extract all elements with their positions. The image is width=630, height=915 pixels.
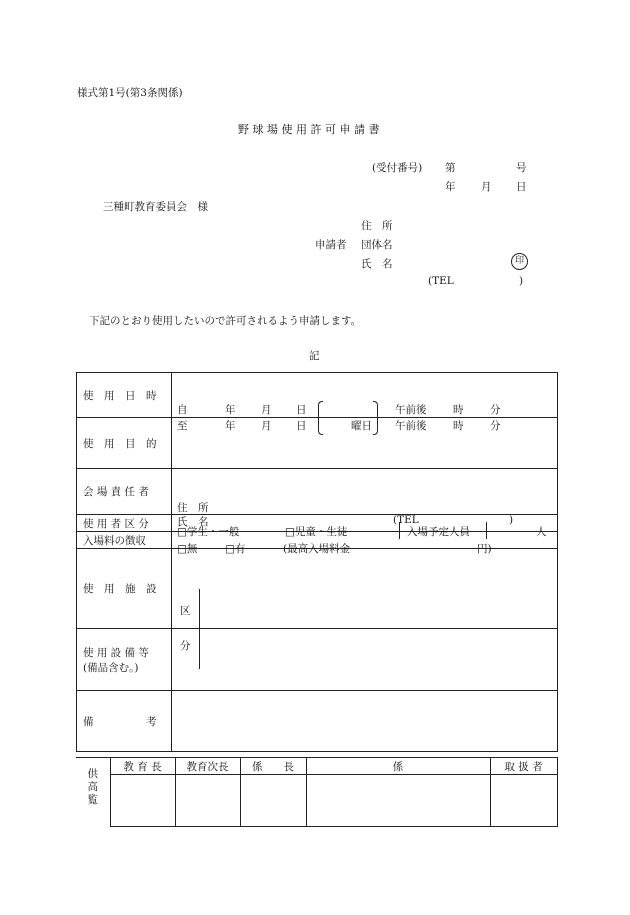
weekday-bracket-right [373,401,378,435]
checkbox-student-general[interactable]: □学生・一般 [177,526,240,538]
column-deputy-superintendent: 教育次長 [175,758,240,775]
weekday-label: 曜日 [351,420,372,432]
from-year: 年 [225,404,236,416]
from-label: 自 [177,404,188,416]
stamp-cell-superintendent[interactable] [110,775,175,827]
facility-subheader [172,589,200,669]
max-fee-label: (最高入場料金 [283,543,351,555]
checkbox-child-pupil[interactable]: □児童・生徒 [285,526,348,538]
row-user-class [77,515,558,532]
applicant-tel-open: (TEL [428,275,454,287]
date-month: 月 [481,181,492,193]
to-label: 至 [177,420,188,432]
purpose-label: 使 用 目 的 [77,418,172,469]
addressee: 三種町教育委員会 様 [103,201,208,213]
stamp-cell-deputy-superintendent[interactable] [175,775,240,827]
equipment-field[interactable] [172,629,558,691]
from-ampm: 午前後 [395,404,427,416]
row-purpose [77,418,558,469]
divider [486,522,487,539]
row-equipment [77,629,558,691]
checkbox-fee-none[interactable]: □無 [177,543,198,555]
document-title: 野 球 場 使 用 許 可 申 請 書 [238,123,380,136]
attendance-label: 入場予定人員 [407,526,470,538]
applicant-tel-close: ) [519,275,524,287]
to-day: 日 [296,420,307,432]
to-minute: 分 [490,420,501,432]
equipment-label-line2: (備品含む。) [83,661,139,674]
row-facility [77,549,558,629]
remarks-label: 備 考 [77,691,172,752]
manager-tel-open: (TEL [393,513,419,526]
column-superintendent: 教 育 長 [110,758,175,775]
row-remarks [77,691,558,752]
applicant-label: 申請者 [315,239,347,251]
approval-stamp-table [76,757,558,827]
from-month: 月 [261,404,272,416]
stamp-cell-staff[interactable] [306,775,490,827]
applicant-name-label: 氏 名 [361,258,393,270]
user-class-label: 使 用 者 区 分 [77,515,172,532]
seal-mark: 印 [511,253,528,270]
column-handler: 取 扱 者 [490,758,557,775]
date-year: 年 [445,181,456,193]
divider [399,522,400,539]
date-day: 日 [516,181,527,193]
facility-ku: 区 [180,604,191,617]
fee-label: 入場料の徴収 [77,532,172,549]
from-hour: 時 [453,404,464,416]
column-section-chief: 係 長 [240,758,306,775]
max-fee-unit: 円) [477,543,492,555]
stamp-cell-section-chief[interactable] [240,775,306,827]
row-usage-datetime [77,373,558,418]
reception-gou: 号 [516,162,527,174]
from-day: 日 [296,404,307,416]
reception-number-label: (受付番号) [372,162,423,174]
usage-datetime-label: 使 用 日 時 [77,373,172,418]
ki-mark: 記 [309,350,320,362]
to-month: 月 [261,420,272,432]
weekday-bracket-left [318,401,323,435]
equipment-label [77,629,172,691]
column-staff: 係 [306,758,490,775]
facility-bun: 分 [180,639,191,652]
attendance-unit: 人 [536,526,547,538]
stamp-cell-handler[interactable] [490,775,557,827]
from-minute: 分 [490,404,501,416]
to-ampm: 午前後 [395,420,427,432]
manager-name-label: 氏 名 [177,515,209,528]
facility-field[interactable] [172,549,558,652]
equipment-label-line1: 使 用 設 備 等 [83,646,149,659]
to-hour: 時 [453,420,464,432]
manager-field[interactable] [172,469,558,528]
to-year: 年 [225,420,236,432]
review-side-label: 供高覧 [87,768,98,806]
row-manager [77,469,558,515]
manager-label: 会 場 責 任 者 [77,469,172,515]
remarks-field[interactable] [172,691,558,752]
manager-tel-close: ) [509,513,514,526]
application-table [76,372,558,752]
form-number: 様式第1号(第3条関係) [77,87,183,99]
manager-address-label: 住 所 [177,501,209,514]
intro-text: 下記のとおり使用したいので許可されるよう申請します。 [89,315,362,327]
applicant-org-label: 団体名 [361,239,393,251]
usage-datetime-field[interactable] [172,373,558,432]
facility-label: 使 用 施 設 [77,549,172,629]
reception-dai: 第 [445,162,456,174]
applicant-address-label: 住 所 [361,220,393,232]
checkbox-fee-yes[interactable]: □有 [225,543,246,555]
